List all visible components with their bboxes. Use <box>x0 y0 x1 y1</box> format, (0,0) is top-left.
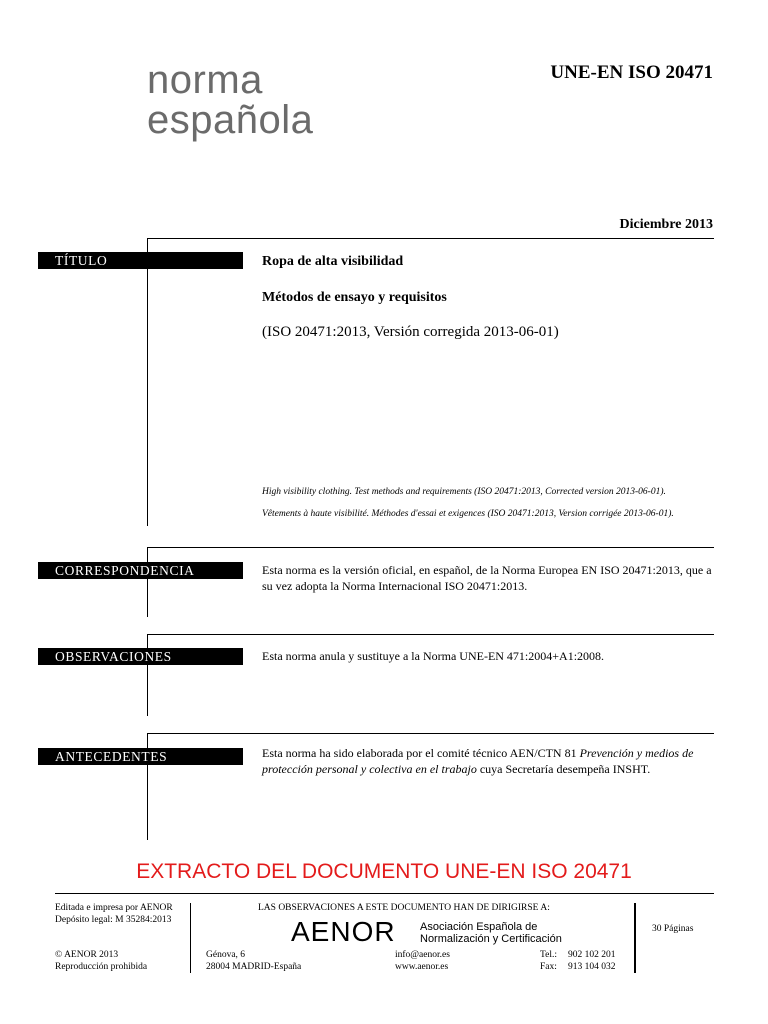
footer-copyright <box>55 949 147 973</box>
reproduction-notice: Reproducción prohibida <box>55 962 148 972</box>
address-city: 28004 MADRID-España <box>206 962 302 972</box>
document-subtitle: Métodos de ensayo y requisitos <box>262 290 447 305</box>
section-rule <box>147 238 148 526</box>
observations-header: LAS OBSERVACIONES A ESTE DOCUMENTO HAN DE DIRIGIRSE A: <box>258 903 550 913</box>
address-street: Génova, 6 <box>206 950 246 960</box>
label-antecedentes: ANTECEDENTES <box>38 748 243 765</box>
contact-online <box>395 949 450 973</box>
committee-name: Prevención y medios de protección personal y colectiva en el trabajo <box>262 746 694 776</box>
brand-wordmark <box>147 60 313 140</box>
section-divider <box>147 547 714 548</box>
section-divider <box>147 733 714 734</box>
antecedentes-text-start: Esta norma ha sido elaborada por el comité técnico AEN/CTN 81 <box>262 746 580 760</box>
tel-number: 902 102 201 <box>568 950 616 960</box>
web-link[interactable]: www.aenor.es <box>395 962 449 972</box>
antecedentes-text <box>262 745 717 777</box>
publication-date: Diciembre 2013 <box>619 217 713 232</box>
section-divider <box>147 238 714 239</box>
footer-rule-right <box>634 903 636 973</box>
address <box>206 949 301 973</box>
aenor-organization <box>420 921 562 945</box>
edited-by: Editada e impresa por AENOR <box>55 903 173 913</box>
standard-code: UNE-EN ISO 20471 <box>550 62 713 83</box>
observaciones-text: Esta norma anula y sustituye a la Norma UNE-EN 471:2004+A1:2008. <box>262 649 605 663</box>
brand-line-1: norma <box>147 58 263 102</box>
title-french: Vêtements à haute visibilité. Méthodes d'essai et exigences (ISO 20471:2013, Version corrigée 2013-06-01). <box>262 509 674 519</box>
org-line-2: Normalización y Certificación <box>420 933 562 945</box>
brand-line-2: española <box>147 98 314 142</box>
page-count: 30 Páginas <box>652 924 694 934</box>
section-rule <box>147 547 148 617</box>
footer-divider <box>55 893 714 894</box>
section-divider <box>147 634 714 635</box>
extract-notice: EXTRACTO DEL DOCUMENTO UNE-EN ISO 20471 <box>136 860 632 883</box>
label-correspondencia: CORRESPONDENCIA <box>38 562 243 579</box>
email-link[interactable]: info@aenor.es <box>395 950 450 960</box>
antecedentes-text-end: cuya Secretaría desempeña INSHT. <box>476 762 651 776</box>
document-title: Ropa de alta visibilidad <box>262 254 404 269</box>
copyright: © AENOR 2013 <box>55 950 119 960</box>
org-line-1: Asociación Española de <box>420 921 538 933</box>
label-titulo: TÍTULO <box>38 252 243 269</box>
section-rule <box>147 634 148 716</box>
legal-deposit: Depósito legal: M 35284:2013 <box>55 915 172 925</box>
fax-number: 913 104 032 <box>568 962 616 972</box>
title-english: High visibility clothing. Test methods and requirements (ISO 20471:2013, Corrected version 2013-06-01). <box>262 487 666 497</box>
contact-phone <box>540 949 616 973</box>
tel-label: Tel.: <box>540 950 558 960</box>
footer-publisher <box>55 902 173 926</box>
label-observaciones: OBSERVACIONES <box>38 648 243 665</box>
footer-rule-left <box>190 903 191 973</box>
aenor-logo: AENOR <box>291 916 396 947</box>
fax-label: Fax: <box>540 962 557 972</box>
correspondencia-text: Esta norma es la versión oficial, en español, de la Norma Europea EN ISO 20471:2013, que a su vez adopta la Norma Internacional ISO 20471:2013. <box>262 563 712 593</box>
iso-reference: (ISO 20471:2013, Versión corregida 2013-06-01) <box>262 324 559 340</box>
